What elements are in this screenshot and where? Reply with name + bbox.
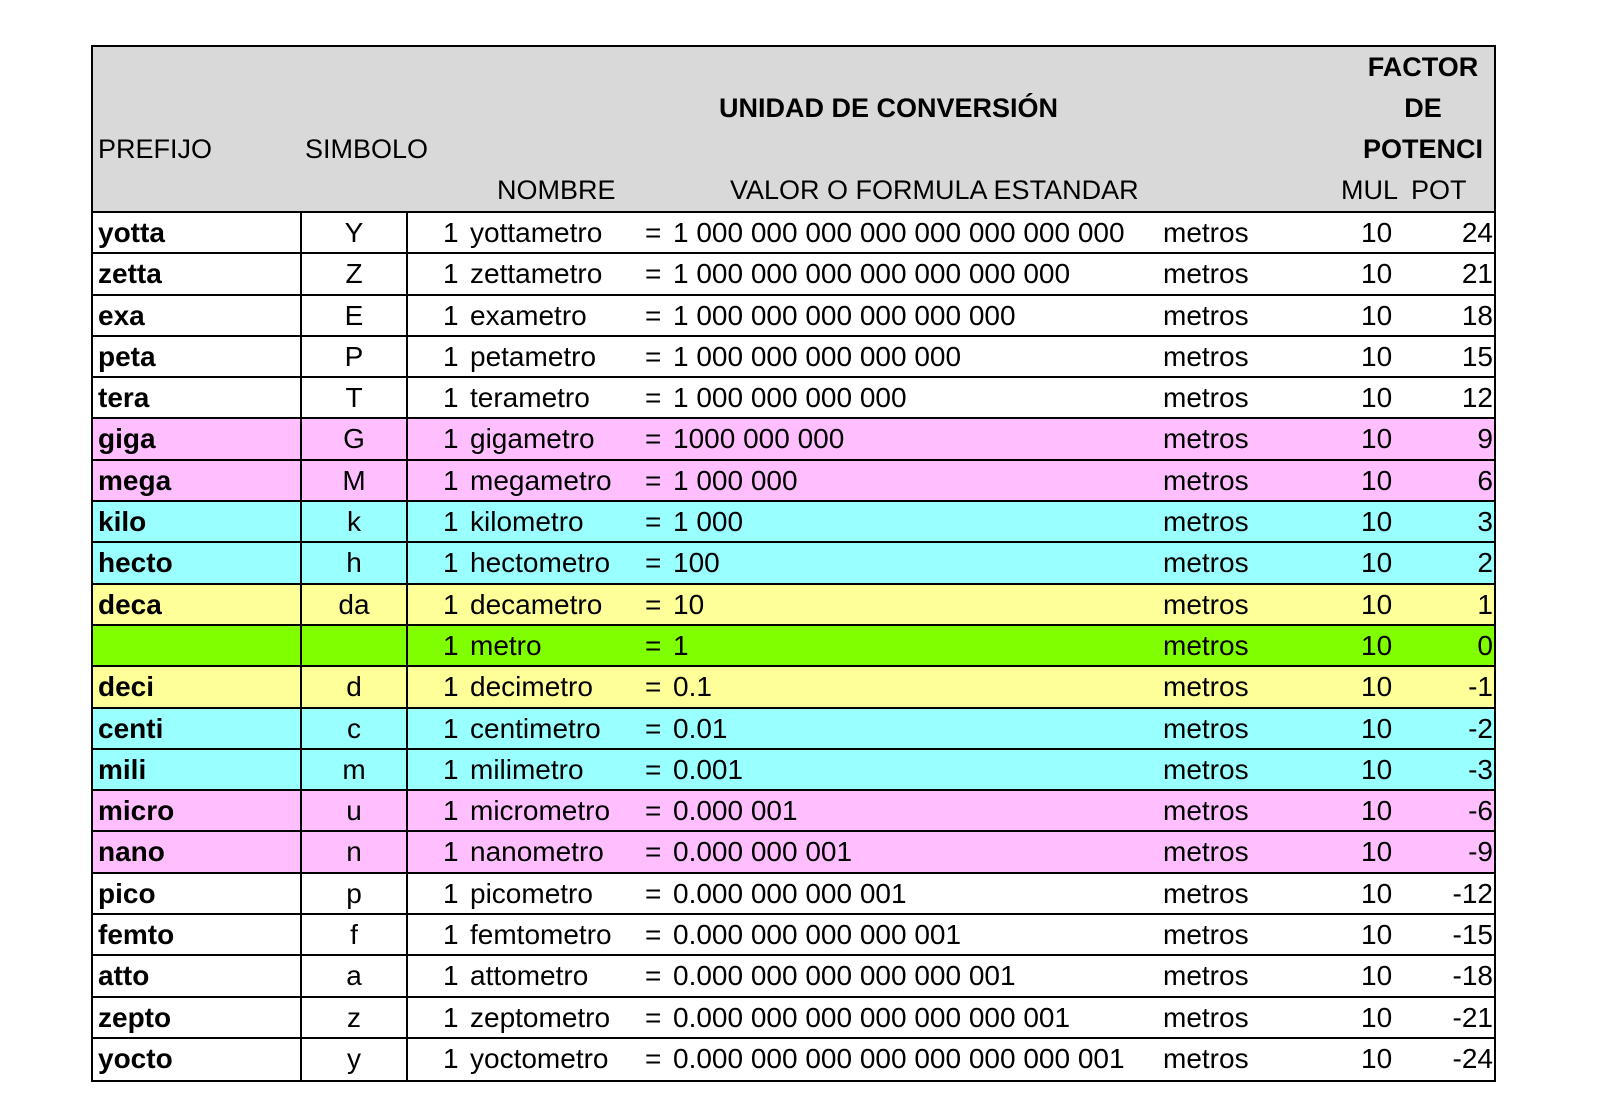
cell-pot: 9 xyxy=(1477,423,1493,455)
cell-pot: 3 xyxy=(1477,506,1493,538)
cell-mul: 10 xyxy=(1361,217,1393,248)
cell-simbolo: h xyxy=(300,543,408,582)
cell-valor: 10 xyxy=(673,588,705,620)
cell-valor: 0.001 xyxy=(673,753,744,785)
table-row xyxy=(93,1039,1494,1080)
cell-quantity: 1 xyxy=(443,340,459,372)
header-valor: VALOR O FORMULA ESTANDAR xyxy=(730,175,1139,205)
cell-simbolo: G xyxy=(300,419,408,458)
cell-simbolo: n xyxy=(300,832,408,871)
cell-valor: 1000 000 000 xyxy=(673,423,845,455)
cell-unidad: metros xyxy=(1163,836,1249,868)
cell-quantity: 1 xyxy=(443,423,459,455)
cell-equals: = xyxy=(645,629,662,661)
header-factor-potenci: POTENCI xyxy=(1362,134,1483,164)
cell-simbolo xyxy=(300,626,408,665)
cell-nombre: metro xyxy=(470,629,542,661)
cell-pot: 18 xyxy=(1461,299,1493,331)
cell-nombre: terametro xyxy=(470,382,590,414)
cell-mul: 10 xyxy=(1361,671,1393,703)
cell-valor: 0.000 000 000 000 000 000 001 xyxy=(673,1001,1071,1033)
cell-mul: 10 xyxy=(1361,877,1393,909)
cell-nombre: picometro xyxy=(470,877,593,909)
cell-mul: 10 xyxy=(1361,753,1393,785)
cell-valor: 0.1 xyxy=(673,671,712,703)
cell-pot: -3 xyxy=(1468,753,1493,785)
cell-mul: 10 xyxy=(1361,299,1393,331)
cell-quantity: 1 xyxy=(443,629,459,661)
cell-mul: 10 xyxy=(1361,588,1393,620)
cell-mul: 10 xyxy=(1361,423,1393,455)
cell-equals: = xyxy=(645,588,662,620)
table-row xyxy=(93,337,1494,378)
cell-valor: 0.000 000 000 001 xyxy=(673,877,907,909)
cell-equals: = xyxy=(645,795,662,827)
cell-nombre: attometro xyxy=(470,960,589,992)
cell-equals: = xyxy=(645,712,662,744)
cell-pot: -12 xyxy=(1452,877,1493,909)
table-row xyxy=(93,750,1494,791)
cell-pot: -6 xyxy=(1468,795,1493,827)
cell-quantity: 1 xyxy=(443,960,459,992)
cell-mul: 10 xyxy=(1361,382,1393,414)
cell-valor: 0.000 001 xyxy=(673,795,798,827)
cell-pot: -21 xyxy=(1452,1001,1493,1033)
table-row xyxy=(93,502,1494,543)
table-row xyxy=(93,791,1494,832)
cell-unidad: metros xyxy=(1163,919,1249,951)
cell-simbolo: T xyxy=(300,378,408,417)
cell-prefijo: zetta xyxy=(98,258,162,290)
header-prefijo: PREFIJO xyxy=(98,134,213,164)
cell-prefijo: deci xyxy=(98,671,155,703)
cell-unidad: metros xyxy=(1163,217,1249,248)
table-row xyxy=(93,874,1494,915)
cell-prefijo: giga xyxy=(98,423,156,455)
cell-equals: = xyxy=(645,464,662,496)
cell-mul: 10 xyxy=(1361,506,1393,538)
cell-valor: 0.000 000 000 000 000 001 xyxy=(673,960,1016,992)
cell-pot: -18 xyxy=(1452,960,1493,992)
cell-nombre: megametro xyxy=(470,464,612,496)
cell-unidad: metros xyxy=(1163,423,1249,455)
table-row xyxy=(93,213,1494,254)
cell-nombre: kilometro xyxy=(470,506,584,538)
cell-valor: 0.000 000 000 000 001 xyxy=(673,919,962,951)
cell-mul: 10 xyxy=(1361,629,1393,661)
header-mul: MUL xyxy=(1341,175,1399,205)
cell-simbolo: z xyxy=(300,998,408,1037)
table-header xyxy=(93,47,1494,213)
cell-nombre: decametro xyxy=(470,588,603,620)
cell-prefijo: hecto xyxy=(98,547,173,579)
cell-mul: 10 xyxy=(1361,712,1393,744)
cell-valor: 1 000 000 000 000 000 000 xyxy=(673,299,1016,331)
cell-unidad: metros xyxy=(1163,588,1249,620)
cell-unidad: metros xyxy=(1163,671,1249,703)
cell-simbolo: m xyxy=(300,750,408,789)
cell-mul: 10 xyxy=(1361,795,1393,827)
cell-unidad: metros xyxy=(1163,506,1249,538)
cell-prefijo: femto xyxy=(98,919,175,951)
cell-pot: -15 xyxy=(1452,919,1493,951)
cell-simbolo: Z xyxy=(300,254,408,293)
cell-equals: = xyxy=(645,340,662,372)
cell-valor: 1 000 xyxy=(673,506,744,538)
table-row xyxy=(93,915,1494,956)
cell-prefijo: nano xyxy=(98,836,165,868)
cell-simbolo: a xyxy=(300,956,408,995)
cell-valor: 1 000 000 xyxy=(673,464,798,496)
cell-prefijo: deca xyxy=(98,588,162,620)
table-row xyxy=(93,626,1494,667)
cell-unidad: metros xyxy=(1163,960,1249,992)
cell-quantity: 1 xyxy=(443,1001,459,1033)
cell-unidad: metros xyxy=(1163,712,1249,744)
cell-equals: = xyxy=(645,382,662,414)
cell-mul: 10 xyxy=(1361,919,1393,951)
cell-simbolo: da xyxy=(300,585,408,624)
cell-pot: 6 xyxy=(1477,464,1493,496)
cell-prefijo: pico xyxy=(98,877,156,909)
cell-equals: = xyxy=(645,217,662,248)
cell-pot: 15 xyxy=(1461,340,1493,372)
cell-unidad: metros xyxy=(1163,382,1249,414)
cell-prefijo: centi xyxy=(98,712,164,744)
cell-mul: 10 xyxy=(1361,340,1393,372)
cell-quantity: 1 xyxy=(443,506,459,538)
cell-nombre: milimetro xyxy=(470,753,584,785)
cell-pot: 1 xyxy=(1477,588,1493,620)
cell-nombre: centimetro xyxy=(470,712,601,744)
cell-nombre: gigametro xyxy=(470,423,595,455)
cell-quantity: 1 xyxy=(443,382,459,414)
cell-unidad: metros xyxy=(1163,795,1249,827)
cell-pot: 0 xyxy=(1477,629,1493,661)
cell-prefijo: mega xyxy=(98,464,172,496)
cell-valor: 0.000 000 001 xyxy=(673,836,853,868)
cell-simbolo: P xyxy=(300,337,408,376)
cell-simbolo: p xyxy=(300,874,408,913)
cell-mul: 10 xyxy=(1361,960,1393,992)
cell-prefijo: atto xyxy=(98,960,150,992)
cell-prefijo: exa xyxy=(98,299,145,331)
cell-equals: = xyxy=(645,258,662,290)
cell-equals: = xyxy=(645,423,662,455)
cell-simbolo: k xyxy=(300,502,408,541)
cell-simbolo: u xyxy=(300,791,408,830)
cell-mul: 10 xyxy=(1361,1042,1393,1074)
cell-simbolo: Y xyxy=(300,213,408,252)
cell-unidad: metros xyxy=(1163,753,1249,785)
table-row xyxy=(93,956,1494,997)
cell-unidad: metros xyxy=(1163,1001,1249,1033)
cell-quantity: 1 xyxy=(443,547,459,579)
cell-pot: 2 xyxy=(1477,547,1493,579)
cell-quantity: 1 xyxy=(443,877,459,909)
cell-simbolo: M xyxy=(300,461,408,500)
cell-prefijo: kilo xyxy=(98,506,147,538)
header-factor: FACTOR xyxy=(1367,52,1479,82)
cell-nombre: yottametro xyxy=(470,217,603,248)
cell-nombre: micrometro xyxy=(470,795,611,827)
cell-simbolo: d xyxy=(300,667,408,706)
cell-pot: 24 xyxy=(1461,217,1493,248)
cell-mul: 10 xyxy=(1361,1001,1393,1033)
cell-equals: = xyxy=(645,753,662,785)
table-row xyxy=(93,419,1494,460)
cell-equals: = xyxy=(645,877,662,909)
table-row xyxy=(93,461,1494,502)
cell-pot: 12 xyxy=(1461,382,1493,414)
cell-mul: 10 xyxy=(1361,258,1393,290)
cell-quantity: 1 xyxy=(443,795,459,827)
header-pot: POT xyxy=(1411,175,1467,205)
table-row xyxy=(93,998,1494,1039)
table-row xyxy=(93,296,1494,337)
cell-prefijo: zepto xyxy=(98,1001,172,1033)
cell-quantity: 1 xyxy=(443,588,459,620)
cell-nombre: petametro xyxy=(470,340,597,372)
cell-equals: = xyxy=(645,960,662,992)
cell-mul: 10 xyxy=(1361,547,1393,579)
cell-quantity: 1 xyxy=(443,464,459,496)
cell-pot: -2 xyxy=(1468,712,1493,744)
cell-simbolo: y xyxy=(300,1039,408,1080)
cell-valor: 1 000 000 000 000 000 xyxy=(673,340,962,372)
table-row xyxy=(93,667,1494,708)
table-row xyxy=(93,378,1494,419)
cell-nombre: zettametro xyxy=(470,258,603,290)
cell-nombre: exametro xyxy=(470,299,587,331)
cell-quantity: 1 xyxy=(443,919,459,951)
cell-prefijo: micro xyxy=(98,795,175,827)
header-unidad-conversion: UNIDAD DE CONVERSIÓN xyxy=(719,93,1059,123)
cell-quantity: 1 xyxy=(443,217,459,248)
header-factor-de: DE xyxy=(1404,93,1442,123)
cell-quantity: 1 xyxy=(443,836,459,868)
cell-unidad: metros xyxy=(1163,299,1249,331)
header-simbolo: SIMBOLO xyxy=(305,134,429,164)
cell-simbolo: E xyxy=(300,296,408,335)
cell-valor: 100 xyxy=(673,547,720,579)
cell-pot: -9 xyxy=(1468,836,1493,868)
cell-equals: = xyxy=(645,1042,662,1074)
cell-nombre: femtometro xyxy=(470,919,612,951)
cell-simbolo: f xyxy=(300,915,408,954)
table-row xyxy=(93,709,1494,750)
conversion-table xyxy=(91,45,1496,1082)
cell-quantity: 1 xyxy=(443,753,459,785)
table-row xyxy=(93,832,1494,873)
cell-equals: = xyxy=(645,671,662,703)
cell-prefijo: mili xyxy=(98,753,147,785)
cell-prefijo: tera xyxy=(98,382,150,414)
cell-quantity: 1 xyxy=(443,258,459,290)
cell-equals: = xyxy=(645,506,662,538)
cell-unidad: metros xyxy=(1163,547,1249,579)
cell-simbolo: c xyxy=(300,709,408,748)
cell-equals: = xyxy=(645,836,662,868)
cell-nombre: zeptometro xyxy=(470,1001,611,1033)
cell-prefijo: peta xyxy=(98,340,156,372)
cell-nombre: nanometro xyxy=(470,836,604,868)
cell-unidad: metros xyxy=(1163,629,1249,661)
cell-unidad: metros xyxy=(1163,1042,1249,1074)
cell-prefijo: yotta xyxy=(98,217,165,248)
cell-equals: = xyxy=(645,1001,662,1033)
cell-pot: -1 xyxy=(1468,671,1493,703)
cell-nombre: decimetro xyxy=(470,671,593,703)
cell-nombre: yoctometro xyxy=(470,1042,609,1074)
cell-valor: 1 000 000 000 000 000 000 000 000 xyxy=(673,217,1125,248)
header-nombre: NOMBRE xyxy=(497,175,616,205)
cell-valor: 1 000 000 000 000 000 000 000 xyxy=(673,258,1071,290)
cell-pot: -24 xyxy=(1452,1042,1493,1074)
cell-unidad: metros xyxy=(1163,877,1249,909)
cell-valor: 1 xyxy=(673,629,689,661)
cell-nombre: hectometro xyxy=(470,547,611,579)
cell-equals: = xyxy=(645,547,662,579)
cell-mul: 10 xyxy=(1361,464,1393,496)
cell-quantity: 1 xyxy=(443,299,459,331)
cell-valor: 0.000 000 000 000 000 000 000 001 xyxy=(673,1042,1125,1074)
cell-prefijo: yocto xyxy=(98,1042,173,1074)
cell-equals: = xyxy=(645,299,662,331)
cell-pot: 21 xyxy=(1461,258,1493,290)
table-row xyxy=(93,543,1494,584)
cell-valor: 0.01 xyxy=(673,712,728,744)
cell-unidad: metros xyxy=(1163,340,1249,372)
table-row xyxy=(93,254,1494,295)
cell-unidad: metros xyxy=(1163,464,1249,496)
cell-quantity: 1 xyxy=(443,1042,459,1074)
cell-mul: 10 xyxy=(1361,836,1393,868)
cell-quantity: 1 xyxy=(443,671,459,703)
table-row xyxy=(93,585,1494,626)
cell-valor: 1 000 000 000 000 xyxy=(673,382,907,414)
cell-quantity: 1 xyxy=(443,712,459,744)
cell-unidad: metros xyxy=(1163,258,1249,290)
cell-equals: = xyxy=(645,919,662,951)
table-body xyxy=(93,213,1494,1080)
